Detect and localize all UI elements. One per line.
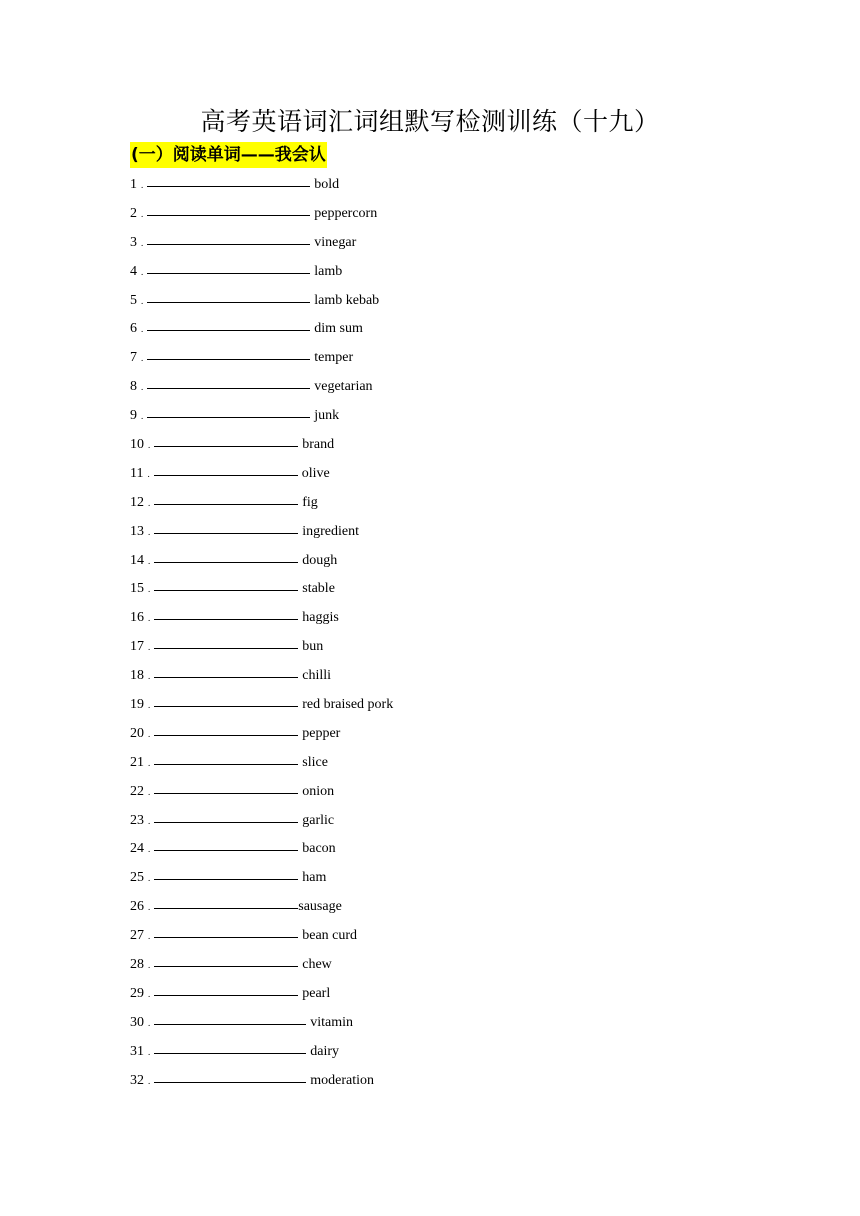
item-number: 30: [130, 1014, 144, 1030]
answer-blank: [154, 1068, 306, 1083]
item-number: 17: [130, 639, 144, 655]
item-number: 15: [130, 581, 144, 597]
answer-blank: [154, 865, 298, 880]
item-word: fig: [302, 494, 318, 510]
item-separator: .: [148, 1017, 151, 1028]
item-word: stable: [302, 581, 335, 597]
list-item: [130, 489, 393, 518]
list-item: [130, 171, 393, 200]
item-number: 18: [130, 668, 144, 684]
answer-blank: [154, 836, 298, 851]
item-word: brand: [302, 437, 335, 453]
item-separator: .: [141, 266, 144, 277]
item-number: 14: [130, 552, 144, 568]
list-item: [130, 373, 393, 402]
item-number: 9: [130, 408, 137, 424]
list-item: [130, 951, 393, 980]
list-item: [130, 691, 393, 720]
answer-blank: [147, 230, 310, 245]
item-word: bun: [302, 639, 324, 655]
answer-blank: [154, 981, 298, 996]
item-separator: .: [148, 960, 151, 971]
item-number: 27: [130, 928, 144, 944]
item-number: 16: [130, 610, 144, 626]
item-number: 7: [130, 350, 137, 366]
list-item: [130, 575, 393, 604]
item-separator: .: [148, 786, 151, 797]
item-word: pearl: [302, 985, 331, 1001]
item-word: bacon: [302, 841, 336, 857]
item-number: 2: [130, 205, 137, 221]
item-word: bean curd: [302, 928, 358, 944]
answer-blank: [147, 316, 310, 331]
list-item: [130, 431, 393, 460]
answer-blank: [154, 808, 298, 823]
item-separator: .: [148, 902, 151, 913]
list-item: [130, 344, 393, 373]
item-word: chew: [302, 957, 332, 973]
item-separator: .: [148, 873, 151, 884]
item-number: 21: [130, 754, 144, 770]
answer-blank: [154, 1039, 306, 1054]
item-word: temper: [314, 350, 354, 366]
item-word: olive: [301, 465, 330, 481]
item-number: 26: [130, 899, 144, 915]
item-number: 6: [130, 321, 137, 337]
item-word: pepper: [302, 725, 341, 741]
item-number: 28: [130, 957, 144, 973]
list-item: [130, 315, 393, 344]
item-separator: .: [148, 526, 151, 537]
answer-blank: [154, 721, 298, 736]
list-item: [130, 460, 393, 489]
list-item: [130, 749, 393, 778]
section-heading: (一）阅读单词——我会认: [130, 142, 327, 168]
answer-blank: [147, 403, 310, 418]
list-item: [130, 835, 393, 864]
answer-blank: [147, 201, 310, 216]
list-item: [130, 720, 393, 749]
item-number: 1: [130, 177, 137, 192]
item-number: 23: [130, 812, 144, 828]
answer-blank: [154, 605, 298, 620]
item-separator: .: [141, 208, 144, 219]
answer-blank: [154, 923, 298, 938]
list-item: [130, 258, 393, 287]
item-word: slice: [302, 754, 328, 770]
page-title: 高考英语词汇词组默写检测训练（十九）: [200, 107, 660, 136]
answer-blank: [154, 952, 298, 967]
item-separator: .: [148, 988, 151, 999]
list-item: [130, 922, 393, 951]
item-separator: .: [148, 613, 151, 624]
item-number: 25: [130, 870, 144, 886]
list-item: [130, 893, 393, 922]
item-word: vinegar: [314, 234, 357, 250]
item-word: vegetarian: [314, 379, 373, 395]
answer-blank: [154, 692, 298, 707]
item-number: 13: [130, 523, 144, 539]
item-separator: .: [141, 382, 144, 393]
answer-blank: [154, 548, 298, 563]
list-item: [130, 547, 393, 576]
item-separator: .: [141, 324, 144, 335]
item-separator: .: [148, 584, 151, 595]
item-word: red braised pork: [302, 697, 394, 713]
item-separator: .: [148, 1075, 151, 1086]
list-item: [130, 518, 393, 547]
item-separator: .: [148, 555, 151, 566]
item-separator: .: [148, 440, 151, 451]
answer-blank: [154, 519, 298, 534]
list-item: [130, 402, 393, 431]
item-word: ingredient: [302, 523, 360, 539]
item-separator: .: [141, 180, 144, 190]
answer-blank: [147, 288, 310, 303]
item-number: 11: [130, 465, 144, 481]
item-separator: .: [141, 411, 144, 422]
item-word: dough: [302, 552, 338, 568]
list-item: [130, 807, 393, 836]
list-item: [130, 200, 393, 229]
list-item: [130, 1067, 393, 1096]
answer-blank: [154, 750, 298, 765]
item-separator: .: [148, 931, 151, 942]
item-separator: .: [148, 642, 151, 653]
list-item: [130, 604, 393, 633]
item-separator: .: [147, 468, 150, 479]
answer-blank: [147, 259, 310, 274]
answer-blank: [154, 576, 298, 591]
item-number: 3: [130, 234, 137, 250]
item-word: chilli: [302, 668, 332, 684]
item-separator: .: [141, 295, 144, 306]
item-separator: .: [148, 497, 151, 508]
item-separator: .: [148, 1046, 151, 1057]
answer-blank: [147, 374, 310, 389]
item-word: ham: [302, 870, 327, 886]
item-separator: .: [141, 353, 144, 364]
vocabulary-list: [130, 171, 393, 1096]
item-separator: .: [141, 237, 144, 248]
item-word: sausage: [298, 899, 342, 915]
item-word: lamb kebab: [314, 292, 380, 308]
item-number: 10: [130, 437, 144, 453]
answer-blank: [154, 461, 298, 476]
item-separator: .: [148, 844, 151, 855]
item-number: 8: [130, 379, 137, 395]
item-word: dairy: [310, 1043, 340, 1059]
item-separator: .: [148, 671, 151, 682]
item-number: 20: [130, 725, 144, 741]
list-item: [130, 633, 393, 662]
item-number: 5: [130, 292, 137, 308]
answer-blank: [154, 1010, 306, 1025]
answer-blank: [147, 345, 310, 360]
item-word: onion: [302, 783, 335, 799]
item-separator: .: [148, 757, 151, 768]
answer-blank: [154, 894, 298, 909]
item-number: 4: [130, 263, 137, 279]
list-item: [130, 980, 393, 1009]
list-item: [130, 229, 393, 258]
list-item: [130, 662, 393, 691]
item-word: garlic: [302, 812, 335, 828]
item-word: lamb: [314, 263, 343, 279]
list-item: [130, 1009, 393, 1038]
list-item: [130, 864, 393, 893]
item-word: bold: [314, 177, 340, 192]
item-word: peppercorn: [314, 205, 378, 221]
item-word: junk: [314, 408, 340, 424]
item-word: vitamin: [310, 1014, 354, 1030]
list-item: [130, 778, 393, 807]
item-number: 32: [130, 1072, 144, 1088]
list-item: [130, 1038, 393, 1067]
item-separator: .: [148, 700, 151, 711]
item-number: 29: [130, 985, 144, 1001]
answer-blank: [154, 779, 298, 794]
item-number: 22: [130, 783, 144, 799]
answer-blank: [147, 172, 310, 187]
item-number: 31: [130, 1043, 144, 1059]
item-word: dim sum: [314, 321, 363, 337]
item-number: 24: [130, 841, 144, 857]
list-item: [130, 287, 393, 316]
item-separator: .: [148, 728, 151, 739]
item-word: haggis: [302, 610, 339, 626]
answer-blank: [154, 432, 298, 447]
item-word: moderation: [310, 1072, 375, 1088]
item-number: 19: [130, 697, 144, 713]
item-number: 12: [130, 494, 144, 510]
answer-blank: [154, 490, 298, 505]
answer-blank: [154, 634, 298, 649]
item-separator: .: [148, 815, 151, 826]
answer-blank: [154, 663, 298, 678]
